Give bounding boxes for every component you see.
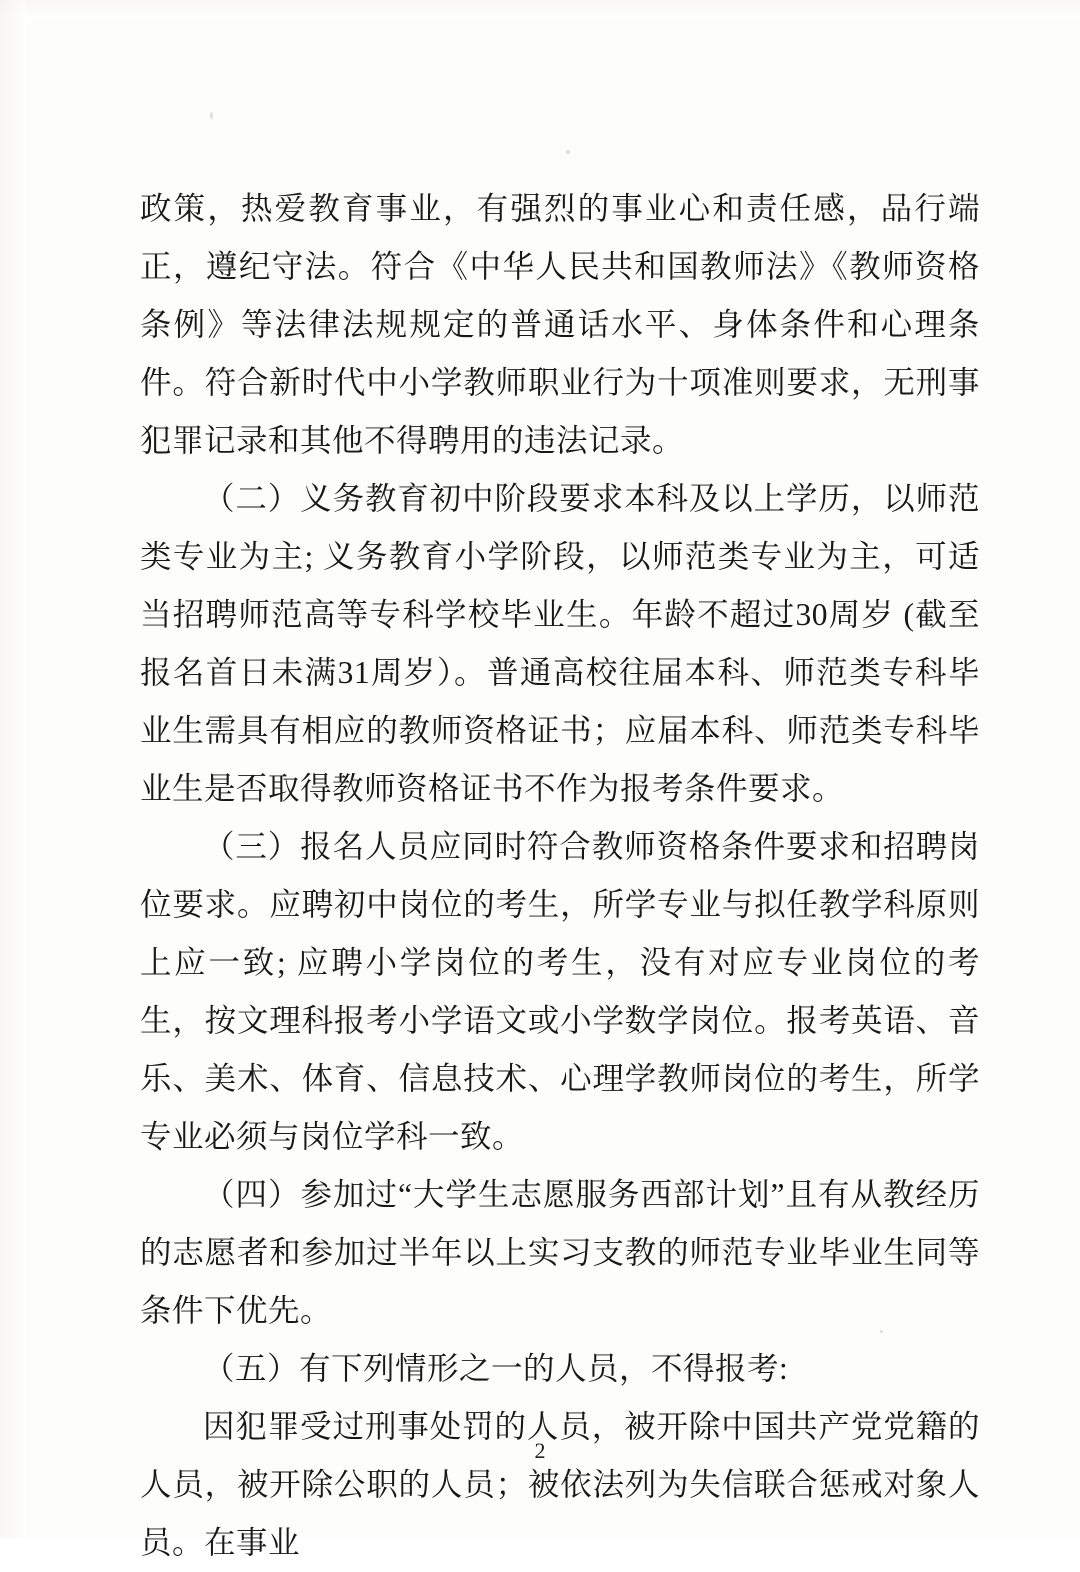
paragraph-item-4: （四）参加过“大学生志愿服务西部计划”且有从教经历的志愿者和参加过半年以上实习支教的师范专业毕业生同等条件下优先。 — [140, 1177, 980, 1328]
paragraph-item-2: （二）义务教育初中阶段要求本科及以上学历，以师范类专业为主; 义务教育小学阶段，以师范类专业为主，可适当招聘师范高等专科学校毕业生。年龄不超过30周岁 (截至报名首日未满31周岁）。普通高校往届本科、师范类专科毕业生需具有相应的教师资格证书；应届本科、师范类专科毕业生是否取得教师资格证书不作为报考条件要求。 — [140, 481, 980, 806]
page-number: 2 — [534, 1438, 546, 1463]
paper-speck — [210, 112, 213, 119]
paragraph-item-5-detail: 因犯罪受过刑事处罚的人员，被开除中国共产党党籍的人员，被开除公职的人员；被依法列为失信联合惩戒对象人员。在事业 — [140, 1409, 980, 1560]
page-edge-left — [0, 0, 26, 1538]
page-edge-top — [0, 0, 1080, 18]
document-body — [140, 180, 980, 1572]
paragraph-item-3: （三）报名人员应同时符合教师资格条件要求和招聘岗位要求。应聘初中岗位的考生，所学专业与拟任教学科原则上应一致; 应聘小学岗位的考生，没有对应专业岗位的考生，按文理科报考小学语文或小学数学岗位。报考英语、音乐、美术、体育、信息技术、心理学教师岗位的考生，所学专业必须与岗位学科一致。 — [140, 829, 980, 1154]
paragraph-continued: 政策，热爱教育事业，有强烈的事业心和责任感，品行端正，遵纪守法。符合《中华人民共和国教师法》《教师资格条例》等法律法规规定的普通话水平、身体条件和心理条件。符合新时代中小学教师职业行为十项准则要求，无刑事犯罪记录和其他不得聘用的违法记录。 — [140, 191, 980, 458]
paragraph-item-5: （五）有下列情形之一的人员，不得报考: — [203, 1351, 789, 1386]
paper-speck — [566, 150, 570, 154]
